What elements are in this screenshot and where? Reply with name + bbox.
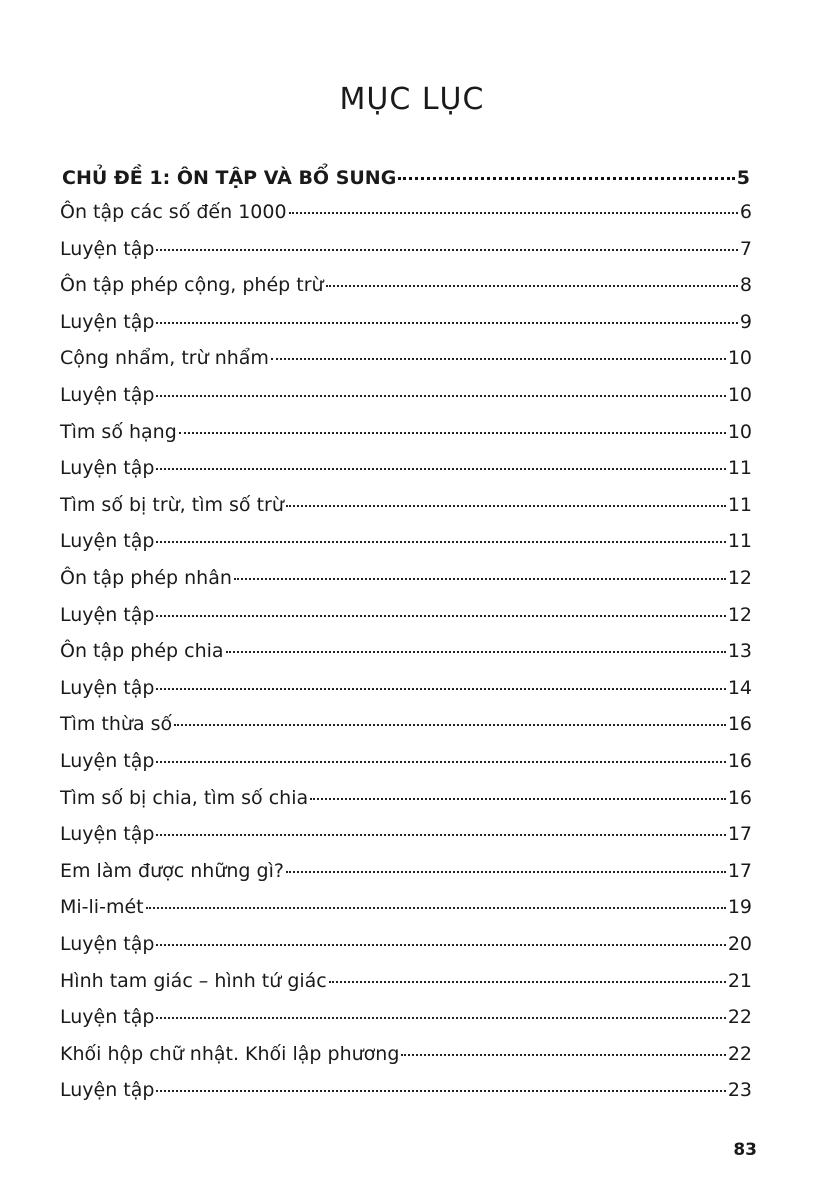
toc-entry-page: 14 [727,676,752,699]
toc-entry-row[interactable] [60,786,752,810]
toc-entry-page: 16 [727,750,752,772]
toc-entry-page: 23 [727,1079,752,1102]
toc-entry-page: 11 [727,493,752,516]
toc-entry-label: Luyện tập [60,750,155,772]
toc-entry-row[interactable] [60,1005,752,1029]
toc-entry-label: Mi-li-mét [60,896,144,919]
toc-entry-page: 7 [739,237,752,260]
toc-chapter-row[interactable] [62,166,750,190]
toc-entry-page: 12 [727,603,752,626]
page-title: MỤC LỤC [339,82,485,117]
toc-entry-row[interactable] [60,712,752,736]
toc-leader-dots [401,1054,725,1056]
toc-entry-row[interactable] [60,346,752,370]
toc-entry-label: Luyện tập [60,384,155,406]
toc-leader-dots [156,1017,725,1019]
toc-entry-row[interactable] [60,639,752,663]
toc-entry-label: Luyện tập [60,603,155,626]
toc-entry-label: Tìm số bị trừ, tìm số trừ [60,493,284,516]
toc-leader-dots [179,432,726,434]
toc-entry-row[interactable] [60,1078,752,1102]
toc-entry-label: Ôn tập phép cộng, phép trừ [60,274,324,297]
toc-leader-dots [156,615,725,617]
toc-leader-dots [156,944,725,946]
toc-entry-page: 12 [727,567,752,589]
toc-leader-dots [310,798,726,800]
toc-leader-dots [226,651,726,653]
toc-entry-row[interactable] [60,529,752,553]
toc-entry-row[interactable] [60,237,752,261]
toc-entry-page: 10 [727,420,752,443]
toc-entry-label: Tìm thừa số [60,713,173,736]
toc-leader-dots [286,871,726,873]
toc-leader-dots [289,212,738,214]
toc-leader-dots [271,358,726,360]
toc-entry-label: Tìm số hạng [60,420,177,443]
toc-leader-dots [156,834,725,836]
toc-entry-row[interactable] [60,273,752,297]
toc-leader-dots [326,285,738,287]
toc-entry-row[interactable] [60,969,752,993]
toc-chapter-label: CHỦ ĐỀ 1: ÔN TẬP VÀ BỔ SUNG [62,167,397,189]
toc-entry-page: 21 [727,969,752,992]
toc-entry-row[interactable] [60,895,752,919]
toc-entry-row[interactable] [60,493,752,517]
toc-entry-page: 17 [727,859,752,882]
toc-entry-page: 13 [727,640,752,663]
toc-entry-label: Luyện tập [60,1006,155,1029]
toc-leader-dots [398,177,734,180]
toc-entry-row[interactable] [60,822,752,846]
toc-entry-row[interactable] [60,310,752,334]
toc-entry-page: 16 [727,786,752,809]
toc-leader-dots [156,541,725,543]
toc-leader-dots [329,981,726,983]
toc-entry-row[interactable] [60,200,752,224]
toc-entry-row[interactable] [60,566,752,590]
toc-entry-page: 20 [727,933,752,955]
toc-entry-label: Khối hộp chữ nhật. Khối lập phương [60,1042,400,1065]
toc-entry-page: 9 [739,310,752,333]
toc-entry-row[interactable] [60,749,752,773]
toc-entry-label: Luyện tập [60,530,155,553]
toc-entry-page: 10 [727,347,752,370]
toc-entry-page: 8 [739,274,752,297]
toc-entry-page: 11 [727,457,752,480]
toc-leader-dots [234,578,726,580]
toc-entry-row[interactable] [60,383,752,407]
toc-leader-dots [156,395,725,397]
toc-leader-dots [156,249,737,251]
toc-entry-row[interactable] [60,456,752,480]
toc-leader-dots [156,688,725,690]
toc-leader-dots [156,1090,725,1092]
toc-entry-label: Luyện tập [60,310,155,333]
toc-entry-label: Luyện tập [60,676,155,699]
toc-entry-page: 6 [739,201,752,223]
toc-entry-row[interactable] [60,932,752,956]
toc-entry-label: Hình tam giác – hình tứ giác [60,969,327,992]
toc-leader-dots [156,468,725,470]
toc-entry-row[interactable] [60,1042,752,1066]
toc-entry-page: 11 [727,530,752,553]
toc-entry-label: Luyện tập [60,933,155,955]
toc-entry-page: 10 [727,384,752,406]
toc-entry-page: 22 [727,1042,752,1065]
toc-entry-label: Ôn tập các số đến 1000 [60,201,287,223]
toc-entry-label: Luyện tập [60,1079,155,1102]
toc-entry-row[interactable] [60,859,752,883]
toc-entry-row[interactable] [60,676,752,700]
toc-entry-label: Tìm số bị chia, tìm số chia [60,786,309,809]
toc-entry-page: 22 [727,1006,752,1029]
toc-entry-label: Luyện tập [60,457,155,480]
toc-leader-dots [156,761,725,763]
toc-entry-page: 19 [727,896,752,919]
toc-entry-row[interactable] [60,420,752,444]
toc-entry-label: Luyện tập [60,823,155,846]
toc-entry-row[interactable] [60,603,752,627]
toc-leader-dots [286,505,726,507]
toc-leader-dots [156,322,737,324]
toc-entry-page: 16 [727,713,752,736]
toc-entry-page: 17 [727,823,752,846]
toc-entry-label: Em làm được những gì? [60,859,284,882]
toc-leader-dots [174,724,726,726]
toc-leader-dots [146,907,726,909]
toc-entry-label: Ôn tập phép chia [60,640,224,663]
page-number: 83 [733,1140,757,1160]
toc-entry-label: Luyện tập [60,237,155,260]
toc-entry-label: Cộng nhẩm, trừ nhẩm [60,347,269,370]
toc-chapter-page: 5 [736,167,750,189]
toc-entry-label: Ôn tập phép nhân [60,567,232,589]
